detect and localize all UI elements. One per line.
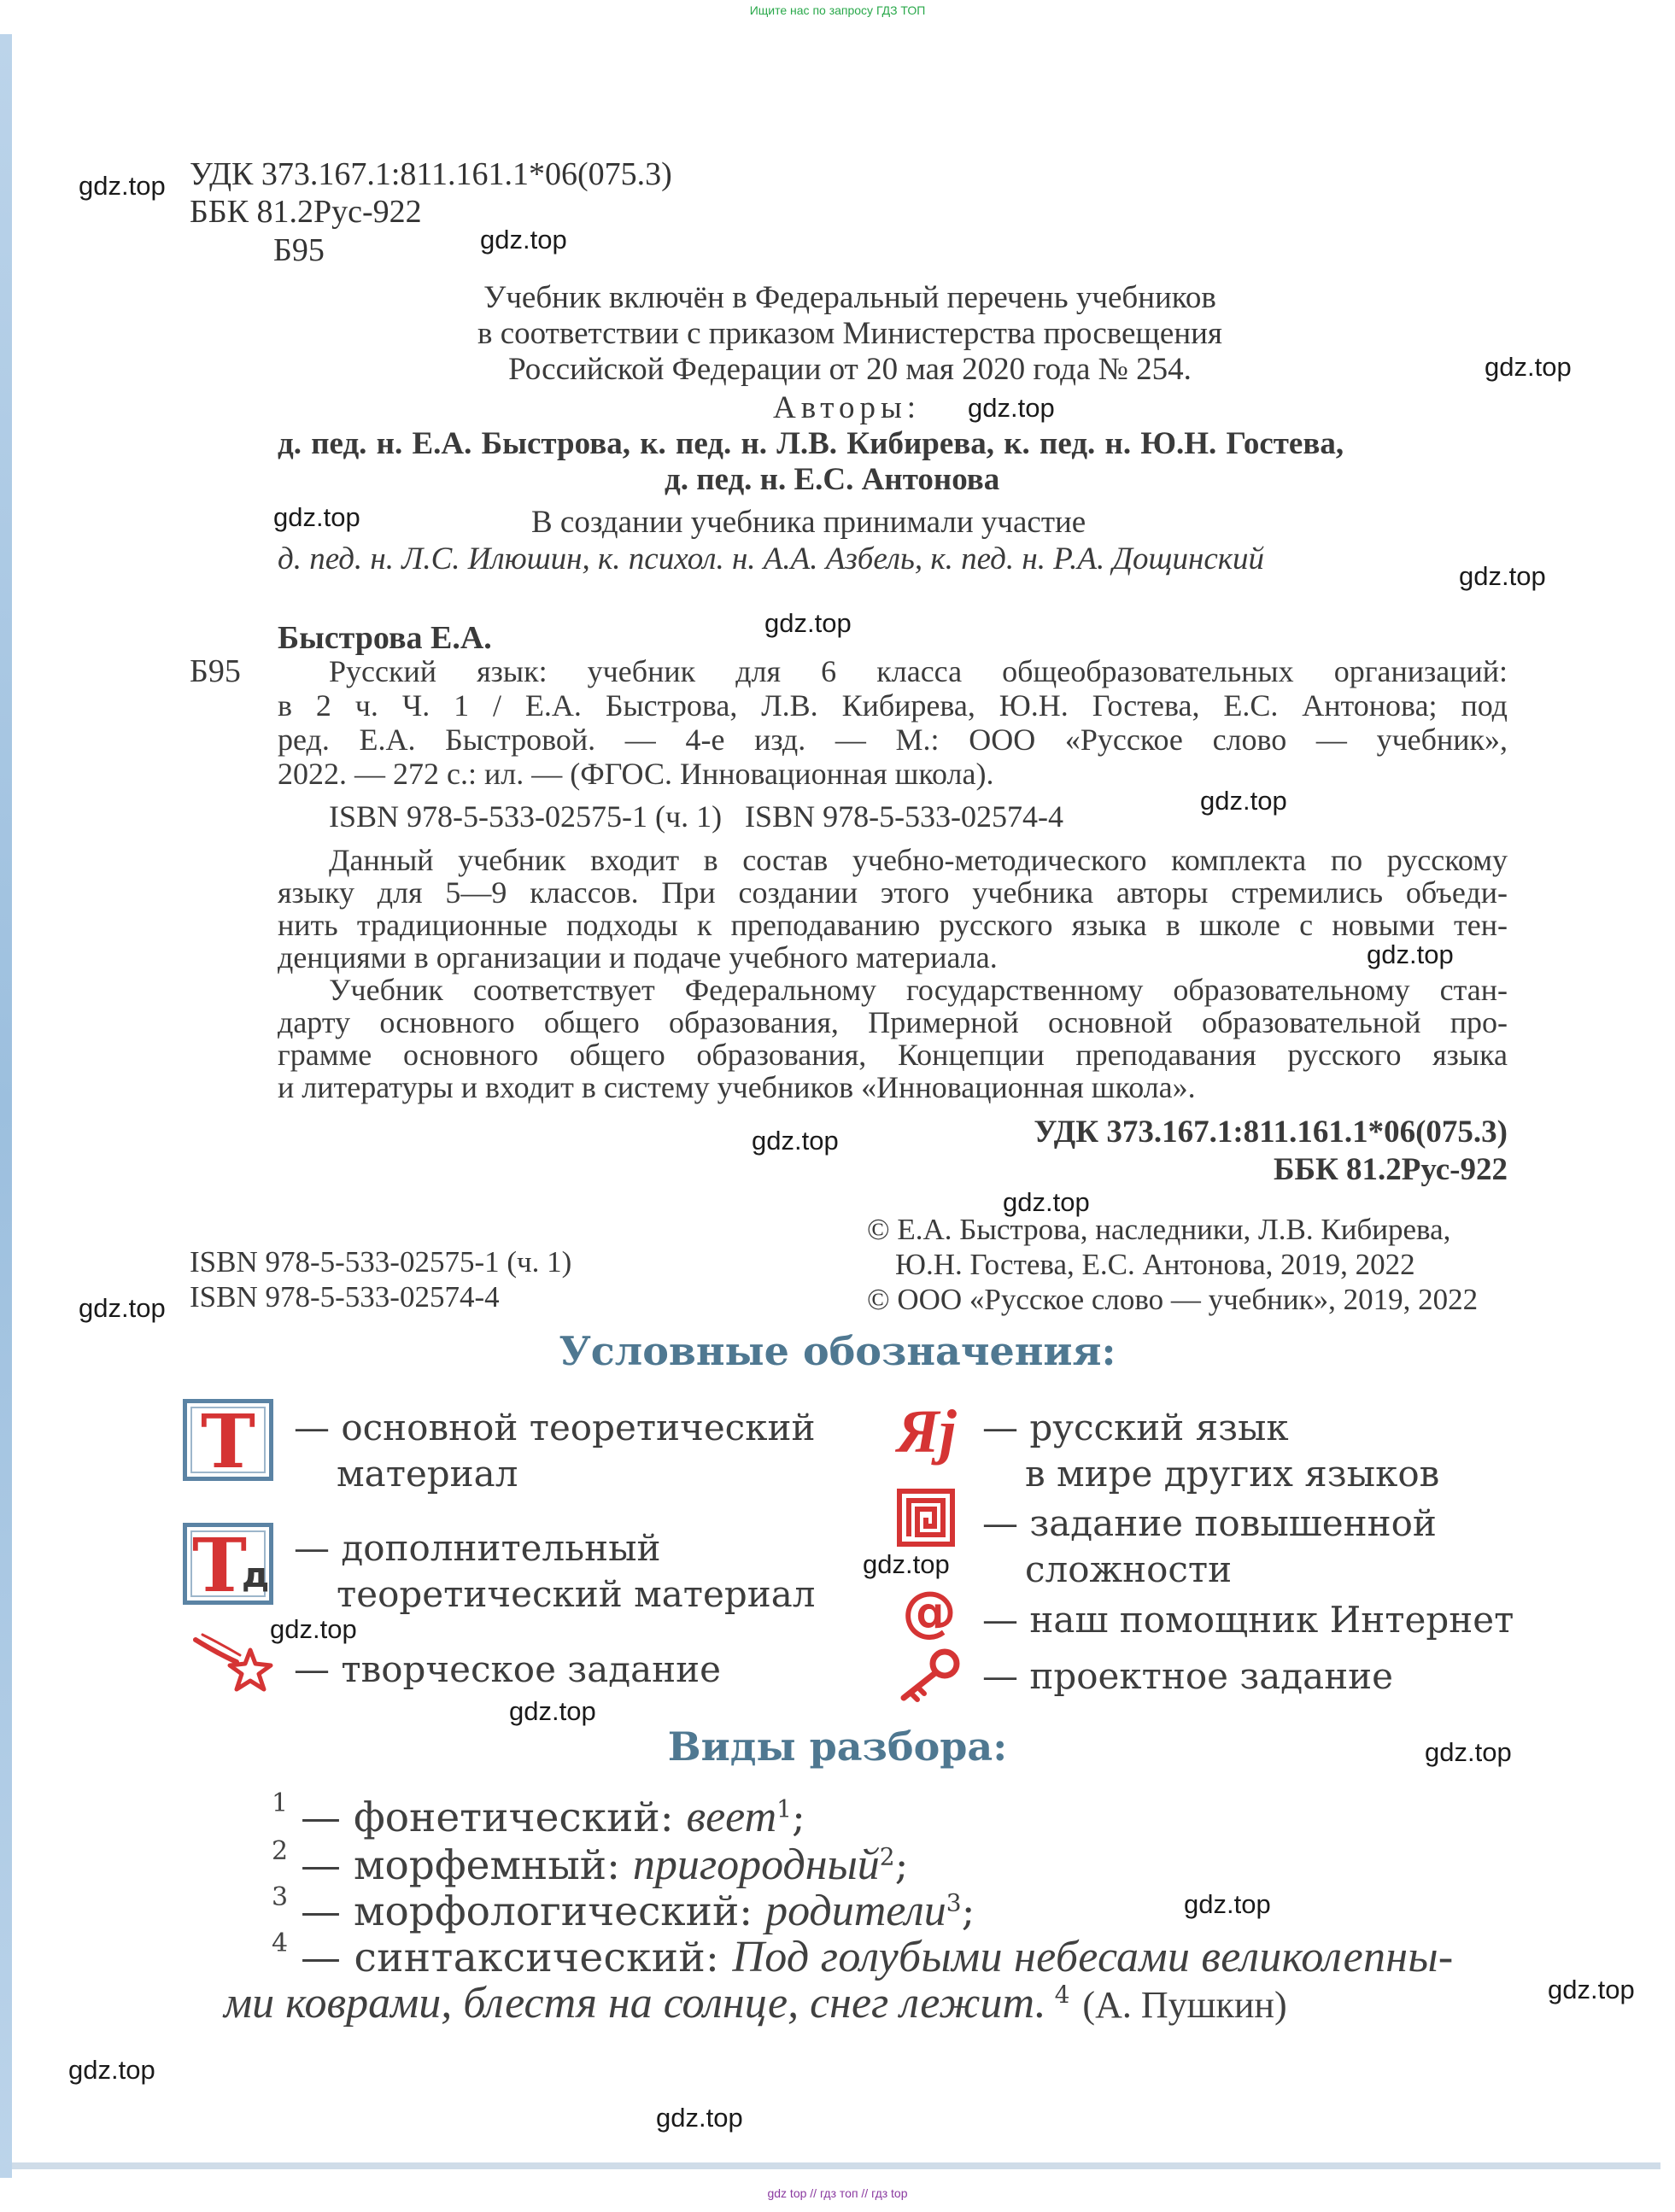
russian-world-label-1: — русский язык xyxy=(982,1407,1289,1448)
watermark: gdz.top xyxy=(1367,939,1454,969)
description-line-7: грамме основного общего образования, Концепции преподавания русского языка xyxy=(278,1038,1508,1072)
parse-sup-3: 3 xyxy=(946,1888,962,1917)
theory-icon-letter: Т xyxy=(201,1399,255,1485)
watermark: gdz.top xyxy=(79,1293,166,1323)
internet-label: — наш помощник Интернет xyxy=(982,1599,1514,1641)
udk-top: УДК 373.167.1:811.161.1*06(075.3) xyxy=(190,156,672,192)
hard-task-label-1: — задание повышенной xyxy=(982,1502,1437,1544)
parse-row-1 xyxy=(301,1792,805,1842)
description-line-8: и литературы и входит в систему учебников «Инновационная школа». xyxy=(278,1070,1196,1104)
parse-num-1: 1 xyxy=(272,1788,289,1818)
russian-world-label-2: в мире других языков xyxy=(1025,1453,1440,1495)
watermark: gdz.top xyxy=(863,1549,950,1579)
parse-example-3: родители xyxy=(765,1887,946,1935)
parse-text-3: — морфологический: xyxy=(301,1888,766,1935)
inclusion-line-1: Учебник включён в Федеральный перечень учебников xyxy=(483,280,1216,315)
watermark: gdz.top xyxy=(752,1126,839,1156)
parse-title: Виды разбора: xyxy=(667,1723,1008,1770)
extra-theory-label-2: теоретический материал xyxy=(337,1573,816,1615)
project-label: — проектное задание xyxy=(982,1655,1394,1697)
description-line-1: Данный учебник входит в состав учебно-методического комплекта по русскому xyxy=(329,843,1508,877)
parse-end-1: ; xyxy=(791,1794,805,1841)
watermark: gdz.top xyxy=(68,2055,155,2085)
parse-sup-4: 4 xyxy=(1054,1981,1070,2010)
key-icon xyxy=(895,1648,963,1703)
bottom-banner[interactable]: gdz top // гдз топ // гдз top xyxy=(767,2186,908,2200)
top-banner[interactable]: Ищите нас по запросу ГДЗ ТОП xyxy=(749,3,926,17)
isbn-line: ISBN 978-5-533-02575-1 (ч. 1) ISBN 978-5-533-02574-4 xyxy=(329,799,1064,834)
watermark: gdz.top xyxy=(509,1696,596,1726)
copyright-line-2: Ю.Н. Гостева, Е.С. Антонова, 2019, 2022 xyxy=(895,1248,1415,1281)
authors-line-2: д. пед. н. Е.С. Антонова xyxy=(665,462,1000,497)
bib-line-1: Русский язык: учебник для 6 класса общеобразовательных организаций: xyxy=(329,654,1508,688)
extra-theory-label-1: — дополнительный xyxy=(294,1527,661,1569)
watermark: gdz.top xyxy=(273,502,360,532)
creative-label: — творческое задание xyxy=(294,1648,721,1690)
theory-icon xyxy=(183,1399,273,1485)
participants-heading: В создании учебника принимали участие xyxy=(531,505,1086,540)
watermark: gdz.top xyxy=(968,393,1055,423)
bbk-top: ББК 81.2Рус-922 xyxy=(190,194,422,230)
parse-example-1: веет xyxy=(686,1793,777,1841)
description-line-5: Учебник соответствует Федеральному государственному образовательному стан- xyxy=(329,973,1508,1007)
left-edge-stripe xyxy=(0,34,12,2178)
watermark: gdz.top xyxy=(270,1614,357,1644)
extra-theory-icon xyxy=(183,1523,273,1609)
watermark: gdz.top xyxy=(1184,1889,1271,1919)
parse-num-4: 4 xyxy=(272,1928,289,1958)
parse-row-4-continued xyxy=(224,1978,1287,2028)
description-line-6: дарту основного общего образования, Примерной основной образовательной про- xyxy=(278,1005,1508,1039)
parse-end-2: ; xyxy=(894,1842,909,1889)
watermark: gdz.top xyxy=(1459,561,1546,591)
parse-row-4 xyxy=(301,1932,1453,1982)
bib-line-3: ред. Е.А. Быстровой. — 4-е изд. — М.: ООО «Русское слово — учебник», xyxy=(278,723,1508,757)
udk-bottom: УДК 373.167.1:811.161.1*06(075.3) xyxy=(1034,1115,1508,1150)
parse-num-3: 3 xyxy=(272,1882,289,1912)
copyright-line-3: © ООО «Русское слово — учебник», 2019, 2022 xyxy=(867,1283,1479,1316)
parse-source: (А. Пушкин) xyxy=(1082,1984,1287,2026)
bib-line-4: 2022. — 272 с.: ил. — (ФГОС. Инновационная школа). xyxy=(278,757,994,791)
legend-title: Условные обозначения: xyxy=(559,1328,1116,1374)
main-author: Быстрова Е.А. xyxy=(278,620,492,656)
watermark: gdz.top xyxy=(1425,1737,1512,1767)
extra-theory-icon-letter: Т xyxy=(192,1523,247,1609)
isbn-bottom-1: ISBN 978-5-533-02575-1 (ч. 1) xyxy=(190,1245,572,1279)
bib-code: Б95 xyxy=(190,653,241,689)
description-line-4: денциями в организации и подаче учебного материала. xyxy=(278,940,998,974)
watermark: gdz.top xyxy=(656,2103,743,2133)
authors-heading: Авторы: xyxy=(773,390,922,425)
watermark: gdz.top xyxy=(1548,1975,1635,2004)
parse-sup-2: 2 xyxy=(879,1842,895,1871)
authors-line-1: д. пед. н. Е.А. Быстрова, к. пед. н. Л.В. Кибирева, к. пед. н. Ю.Н. Гостева, xyxy=(278,426,1344,461)
description-line-2: языку для 5—9 классов. При создании этого учебника авторы стремились объеди- xyxy=(278,875,1508,910)
bib-line-2: в 2 ч. Ч. 1 / Е.А. Быстрова, Л.В. Кибирева, Ю.Н. Гостева, Е.С. Антонова; под xyxy=(278,688,1508,723)
participants-line: д. пед. н. Л.С. Илюшин, к. психол. н. А.А. Азбель, к. пед. н. Р.А. Дощинский xyxy=(278,541,1265,576)
extra-theory-icon-sub: д xyxy=(242,1556,270,1595)
watermark: gdz.top xyxy=(1200,786,1287,816)
shooting-star-icon xyxy=(192,1633,278,1693)
hard-task-label-2: сложности xyxy=(1025,1548,1233,1590)
watermark: gdz.top xyxy=(480,225,567,255)
russian-world-icon: Яj xyxy=(897,1397,957,1466)
watermark: gdz.top xyxy=(764,608,852,638)
parse-sup-1: 1 xyxy=(776,1794,792,1823)
watermark: gdz.top xyxy=(1485,352,1572,382)
parse-example-2: пригородный xyxy=(632,1840,880,1889)
watermark: gdz.top xyxy=(79,171,166,201)
internet-at-icon: @ xyxy=(902,1581,957,1644)
theory-label-1: — основной теоретический xyxy=(294,1407,816,1448)
meander-icon xyxy=(897,1489,955,1547)
parse-num-2: 2 xyxy=(272,1836,289,1866)
parse-example-4: Под голубыми небесами великолепны- xyxy=(732,1933,1454,1981)
inclusion-line-2: в соответствии с приказом Министерства просвещения xyxy=(477,316,1222,351)
bottom-edge-stripe xyxy=(12,2162,1660,2169)
parse-end-3: ; xyxy=(961,1888,975,1935)
parse-text-2: — морфемный: xyxy=(301,1842,633,1889)
parse-text-4: — синтаксический: xyxy=(301,1934,733,1981)
copyright-line-1: © Е.А. Быстрова, наследники, Л.В. Кибирева, xyxy=(867,1213,1451,1246)
theory-label-2: материал xyxy=(337,1453,518,1495)
parse-text-1: — фонетический: xyxy=(301,1794,687,1841)
parse-example-4-continued: ми коврами, блестя на солнце, снег лежит. xyxy=(224,1979,1046,2028)
watermark: gdz.top xyxy=(1003,1187,1090,1217)
description-line-3: нить традиционные подходы к преподаванию русского языка в школе с новыми тен- xyxy=(278,908,1508,942)
isbn-bottom-2: ISBN 978-5-533-02574-4 xyxy=(190,1280,500,1314)
parse-row-2 xyxy=(301,1840,908,1890)
bbk-bottom: ББК 81.2Рус-922 xyxy=(1274,1152,1508,1187)
parse-row-3 xyxy=(301,1886,975,1936)
inclusion-line-3: Российской Федерации от 20 мая 2020 года № 254. xyxy=(508,352,1192,387)
code-b95-top: Б95 xyxy=(273,232,325,268)
